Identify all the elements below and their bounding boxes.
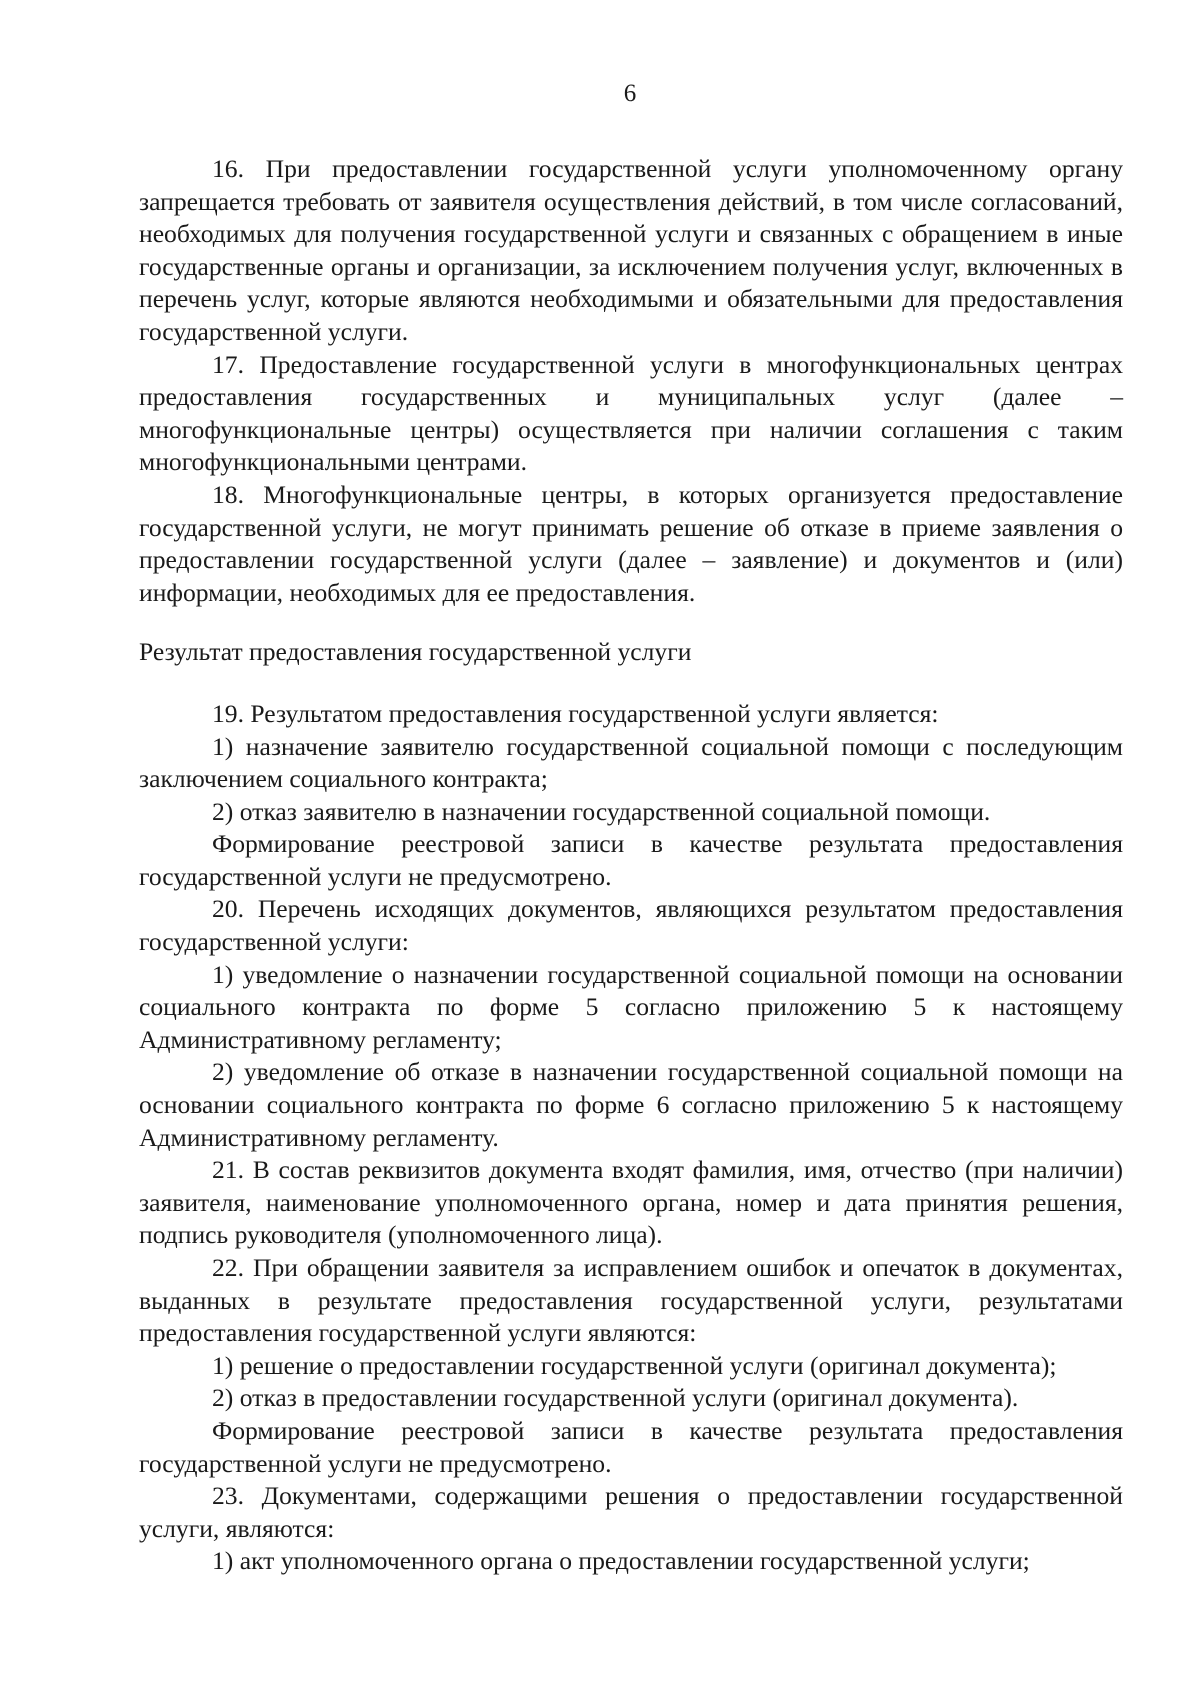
paragraph-19-registry-note: Формирование реестровой записи в качестве результата предоставления государственной услуги не предусмотрено. — [139, 829, 1123, 891]
section-heading: Результат предоставления государственной услуги — [139, 637, 692, 667]
document-body — [139, 153, 1123, 1578]
paragraph-19-item-1: 1) назначение заявителю государственной социальной помощи с последующим заключением социального контракта; — [139, 731, 1123, 794]
paragraph-22-registry-note: Формирование реестровой записи в качестве результата предоставления государственной услуги не предусмотрено. — [139, 1415, 1123, 1478]
page-number: 6 — [623, 80, 637, 107]
paragraph-20: 20. Перечень исходящих документов, являющихся результатом предоставления государственной услуги: — [139, 894, 1123, 957]
paragraph-20-item-1: 1) уведомление о назначении государственной социальной помощи на основании социального контракта по форме 5 согласно приложению 5 к настоящему Административному регламенту; — [139, 959, 1123, 1054]
paragraph-22: 22. При обращении заявителя за исправлением ошибок и опечаток в документах, выданных в результате предоставления государственной услуги, результатами предоставления государственной услуги являются: — [139, 1253, 1123, 1348]
paragraph-18: 18. Многофункциональные центры, в которых организуется предоставление государственной услуги, не могут принимать решение об отказе в приеме заявления о предоставлении государственной услуги (далее – заявление) и документов и (или) информации, необходимых для ее предоставления. — [139, 479, 1123, 607]
paragraph-23-item-1: 1) акт уполномоченного органа о предоставлении государственной услуги; — [212, 1546, 1030, 1576]
paragraph-23: 23. Документами, содержащими решения о предоставлении государственной услуги, являются: — [139, 1481, 1123, 1543]
paragraph-17: 17. Предоставление государственной услуги в многофункциональных центрах предоставления государственных и муниципальных услуг (далее – многофункциональные центры) осуществляется при наличии соглашения с таким многофункциональными центрами. — [139, 349, 1123, 477]
paragraph-22-item-2: 2) отказ в предоставлении государственной услуги (оригинал документа). — [212, 1383, 1019, 1413]
paragraph-22-item-1: 1) решение о предоставлении государственной услуги (оригинал документа); — [212, 1350, 1057, 1380]
paragraph-19: 19. Результатом предоставления государственной услуги является: — [212, 698, 939, 728]
paragraph-19-item-2: 2) отказ заявителю в назначении государственной социальной помощи. — [212, 796, 991, 826]
paragraph-21: 21. В состав реквизитов документа входят фамилия, имя, отчество (при наличии) заявителя, наименование уполномоченного органа, номер и дата принятия решения, подпись руководителя (уполномоченного лица). — [139, 1155, 1123, 1250]
paragraph-20-item-2: 2) уведомление об отказе в назначении государственной социальной помощи на основании социального контракта по форме 6 согласно приложению 5 к настоящему Административному регламенту. — [139, 1057, 1123, 1152]
paragraph-16: 16. При предоставлении государственной услуги уполномоченному органу запрещается требовать от заявителя осуществления действий, в том числе согласований, необходимых для получения государственной услуги и связанных с обращением в иные государственные органы и организации, за исключением получения услуг, включенных в перечень услуг, которые являются необходимыми и обязательными для предоставления государственной услуги. — [139, 154, 1123, 346]
